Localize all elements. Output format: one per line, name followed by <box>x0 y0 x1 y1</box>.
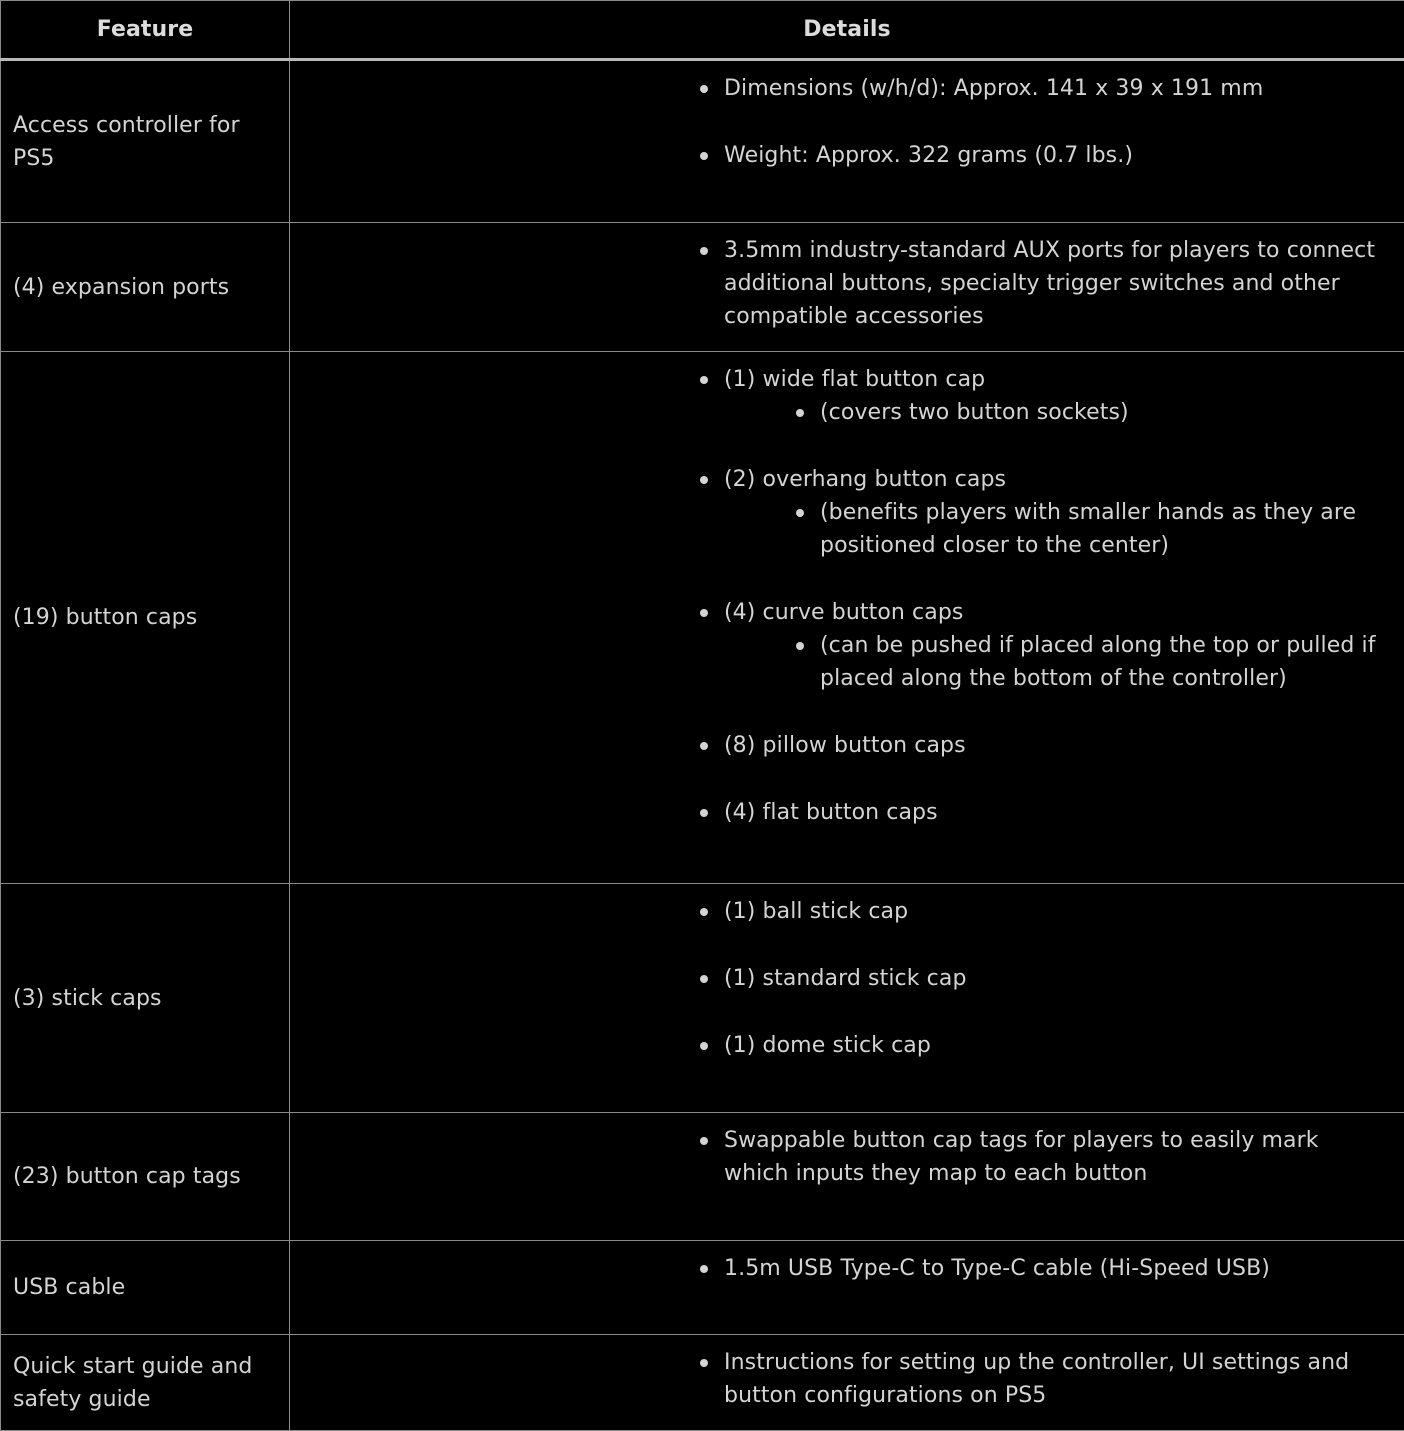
feature-cell <box>1 1335 290 1431</box>
feature-label: (4) expansion ports <box>13 275 229 300</box>
detail-text: Instructions for setting up the controller, UI settings and button configurations on PS5 <box>724 1350 1349 1408</box>
feature-cell <box>1 60 290 223</box>
detail-text: (1) ball stick cap <box>724 899 908 924</box>
detail-text: Weight: Approx. 322 grams (0.7 lbs.) <box>724 143 1133 168</box>
details-cell <box>290 884 1404 1113</box>
table-row <box>1 884 1404 1113</box>
detail-sub-item <box>724 396 1390 429</box>
detail-list-item <box>290 1124 1390 1190</box>
table-row <box>1 1113 1404 1241</box>
bullet-icon <box>700 1137 708 1145</box>
detail-sub-item <box>724 629 1390 695</box>
bullet-icon <box>700 908 708 916</box>
bullet-icon <box>700 152 708 160</box>
bullet-icon <box>700 376 708 384</box>
bullet-icon <box>700 975 708 983</box>
detail-list-item <box>290 1346 1390 1412</box>
feature-cell <box>1 884 290 1113</box>
detail-sub-text: (can be pushed if placed along the top or pulled if placed along the bottom of the controller) <box>820 633 1376 691</box>
details-column-header: Details <box>290 1 1404 60</box>
bullet-icon <box>700 609 708 617</box>
detail-text: 1.5m USB Type-C to Type-C cable (Hi-Speed USB) <box>724 1256 1270 1281</box>
bullet-icon <box>700 809 708 817</box>
feature-cell <box>1 1241 290 1335</box>
table-body <box>1 60 1404 1431</box>
table-row <box>1 1241 1404 1335</box>
detail-text: (2) overhang button caps <box>724 467 1006 492</box>
detail-text: (4) flat button caps <box>724 800 938 825</box>
detail-sub-item <box>724 496 1390 562</box>
details-cell <box>290 1113 1404 1241</box>
detail-list-item <box>290 139 1390 172</box>
feature-label: (3) stick caps <box>13 986 162 1011</box>
bullet-icon <box>700 247 708 255</box>
bullet-icon <box>700 742 708 750</box>
feature-label: Quick start guide and safety guide <box>13 1354 252 1412</box>
bullet-icon <box>700 85 708 93</box>
bullet-icon <box>700 1359 708 1367</box>
feature-label: USB cable <box>13 1275 125 1300</box>
feature-label: Access controller for PS5 <box>13 113 240 171</box>
bullet-icon <box>700 1265 708 1273</box>
detail-text: (8) pillow button caps <box>724 733 966 758</box>
detail-list-item <box>290 796 1390 829</box>
header-row <box>1 1 1404 60</box>
bullet-icon <box>796 409 804 417</box>
detail-text: (4) curve button caps <box>724 600 963 625</box>
detail-list-item <box>290 363 1390 429</box>
detail-text: 3.5mm industry-standard AUX ports for players to connect additional buttons, specialty trigger switches and other compatible accessories <box>724 238 1375 329</box>
bullet-icon <box>700 476 708 484</box>
details-cell <box>290 60 1404 223</box>
feature-cell <box>1 1113 290 1241</box>
feature-cell <box>1 352 290 884</box>
feature-label: (19) button caps <box>13 605 197 630</box>
detail-text: (1) dome stick cap <box>724 1033 931 1058</box>
bullet-icon <box>700 1042 708 1050</box>
table-row <box>1 352 1404 884</box>
detail-text: (1) standard stick cap <box>724 966 967 991</box>
detail-list-item <box>290 463 1390 562</box>
detail-sub-text: (benefits players with smaller hands as they are positioned closer to the center) <box>820 500 1356 558</box>
detail-sub-text: (covers two button sockets) <box>820 400 1129 425</box>
detail-list-item <box>290 1029 1390 1062</box>
detail-list-item <box>290 1252 1390 1285</box>
table-row <box>1 60 1404 223</box>
table-header <box>1 1 1404 60</box>
bullet-icon <box>796 642 804 650</box>
detail-list-item <box>290 729 1390 762</box>
detail-list-item <box>290 962 1390 995</box>
feature-column-header: Feature <box>1 1 290 60</box>
details-cell <box>290 1335 1404 1431</box>
detail-list-item <box>290 596 1390 695</box>
detail-text: (1) wide flat button cap <box>724 367 985 392</box>
details-cell <box>290 223 1404 352</box>
detail-list-item <box>290 895 1390 928</box>
feature-cell <box>1 223 290 352</box>
detail-text: Swappable button cap tags for players to easily mark which inputs they map to each button <box>724 1128 1319 1186</box>
table-row <box>1 223 1404 352</box>
feature-label: (23) button cap tags <box>13 1164 241 1189</box>
details-cell <box>290 1241 1404 1335</box>
bullet-icon <box>796 509 804 517</box>
details-cell <box>290 352 1404 884</box>
table-row <box>1 1335 1404 1431</box>
detail-list-item <box>290 72 1390 105</box>
detail-list-item <box>290 234 1390 333</box>
detail-text: Dimensions (w/h/d): Approx. 141 x 39 x 191 mm <box>724 76 1263 101</box>
